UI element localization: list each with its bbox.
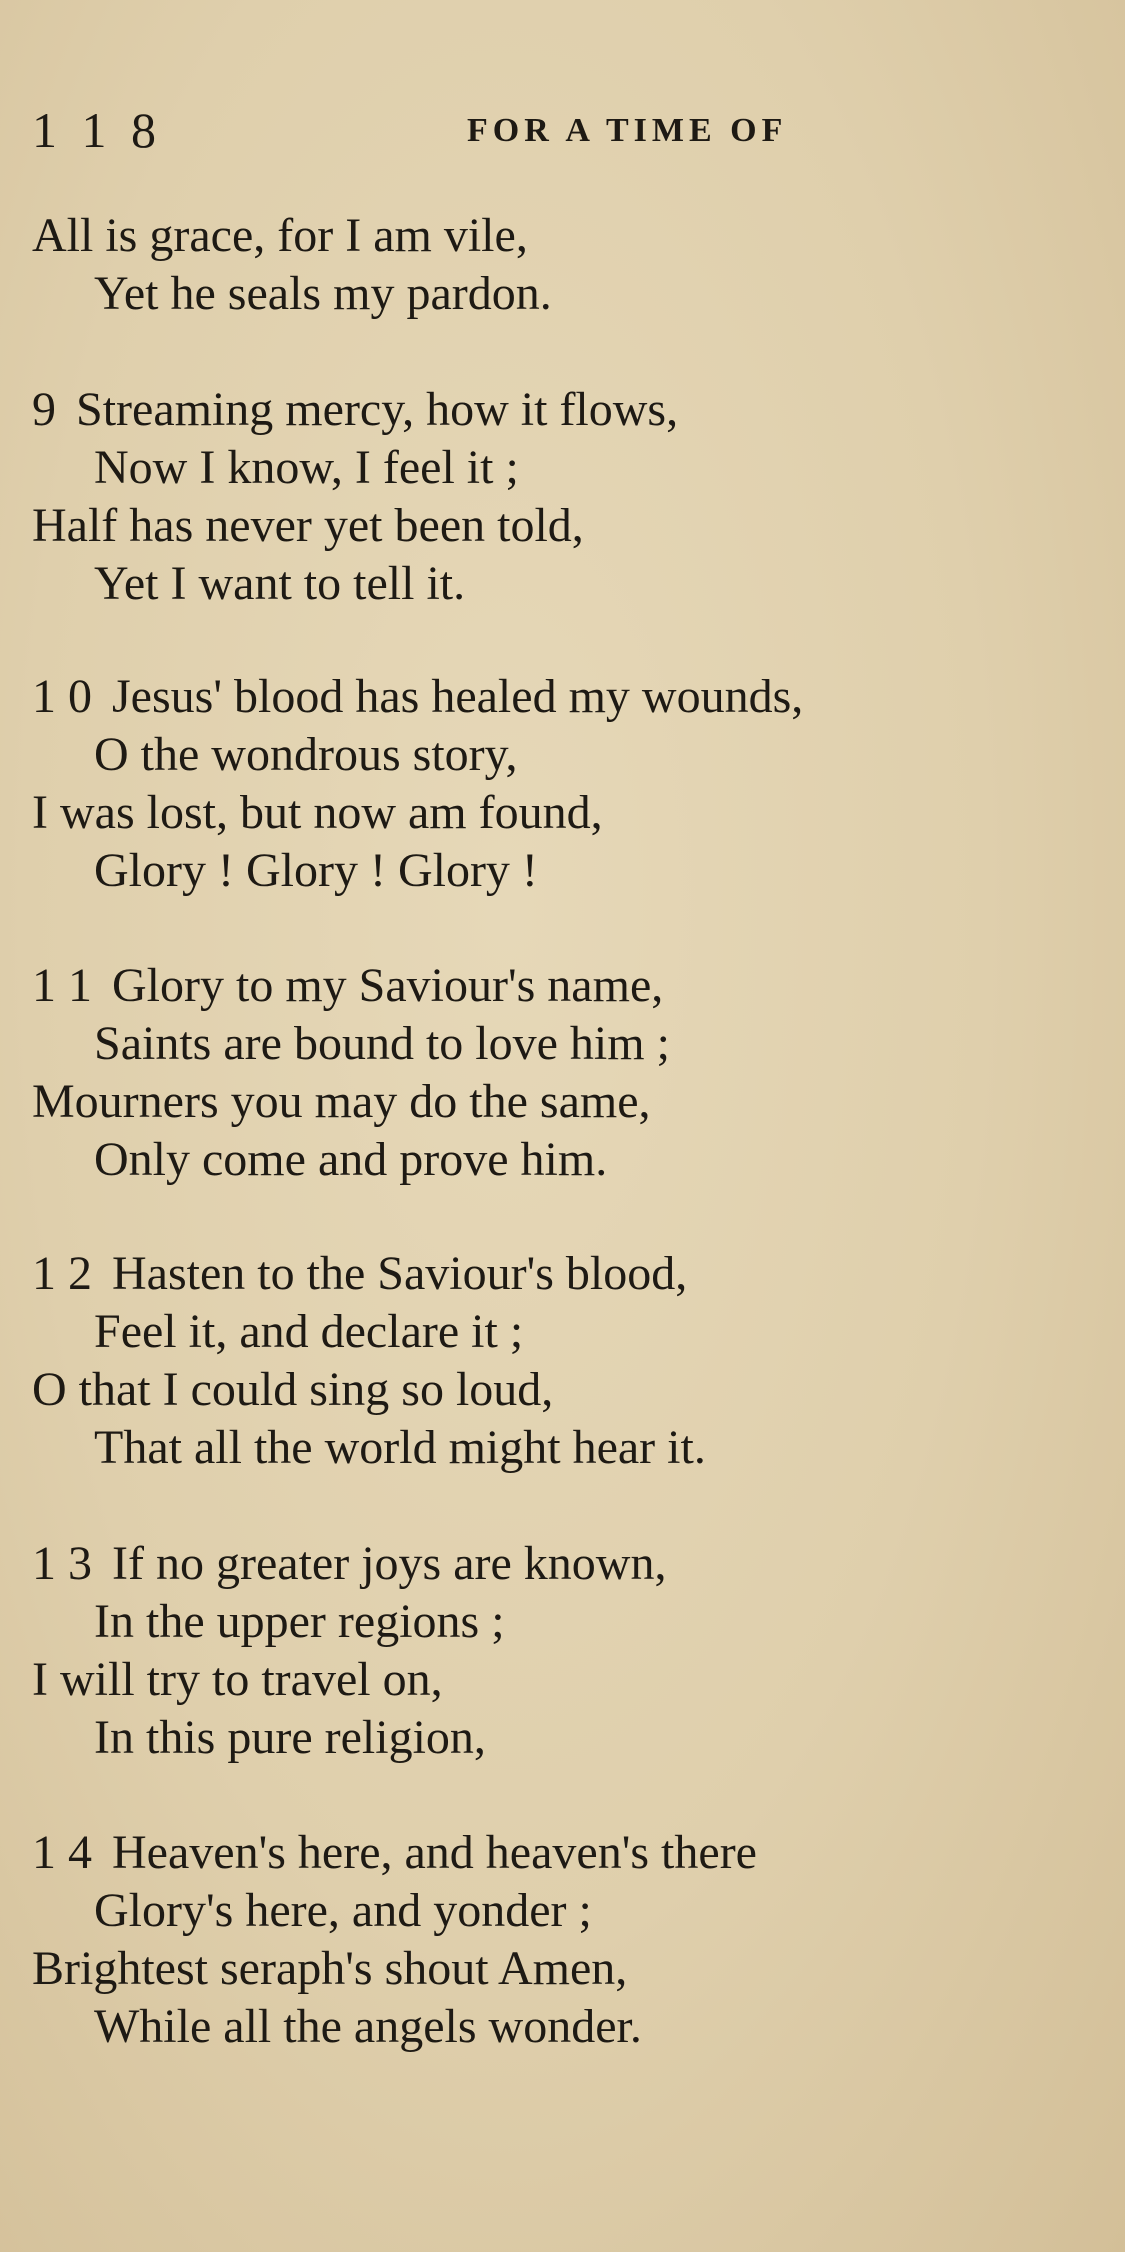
verse-line: Half has never yet been told, xyxy=(32,499,584,552)
verse-first-line xyxy=(32,1824,1102,1882)
verse-9 xyxy=(32,381,1102,613)
verse-line: In the upper regions ; xyxy=(94,1595,505,1648)
verse-line: All is grace, for I am vile, xyxy=(32,209,528,262)
verse-first-line xyxy=(32,957,1102,1015)
verse-line: Heaven's here, and heaven's there xyxy=(112,1826,757,1879)
verse-line: Only come and prove him. xyxy=(94,1133,608,1186)
verse-line: Glory to my Saviour's name, xyxy=(112,959,664,1012)
verse-line: I was lost, but now am found, xyxy=(32,786,603,839)
verse-line: While all the angels wonder. xyxy=(94,2000,642,2053)
verse-line: Brightest seraph's shout Amen, xyxy=(32,1942,628,1995)
verse-line: Streaming mercy, how it flows, xyxy=(76,383,679,436)
verse-line: O the wondrous story, xyxy=(94,728,518,781)
verse-13 xyxy=(32,1535,1102,1767)
verse-line: Yet he seals my pardon. xyxy=(94,267,552,320)
verse-line: That all the world might hear it. xyxy=(94,1421,706,1474)
verse-line: Yet I want to tell it. xyxy=(94,557,466,610)
verse-line: Jesus' blood has healed my wounds, xyxy=(112,670,804,723)
verse-number: 1 2 xyxy=(32,1247,92,1300)
verse-first-line xyxy=(32,668,1102,726)
verse-number: 1 1 xyxy=(32,959,92,1012)
verse-continuation xyxy=(32,207,1102,323)
page-header xyxy=(32,100,1092,160)
verse-11 xyxy=(32,957,1102,1189)
verse-line: If no greater joys are known, xyxy=(112,1537,667,1590)
verse-line: O that I could sing so loud, xyxy=(32,1363,554,1416)
verse-line: Saints are bound to love him ; xyxy=(94,1017,670,1070)
page-number: 1 1 8 xyxy=(32,102,162,158)
verse-line: Now I know, I feel it ; xyxy=(94,441,519,494)
verse-10 xyxy=(32,668,1102,900)
verse-14 xyxy=(32,1824,1102,2056)
verse-number: 9 xyxy=(32,383,56,436)
verse-line: Mourners you may do the same, xyxy=(32,1075,651,1128)
verse-line: Hasten to the Saviour's blood, xyxy=(112,1247,688,1300)
verse-first-line xyxy=(32,381,1102,439)
verse-number: 1 0 xyxy=(32,670,92,723)
verse-line: Feel it, and declare it ; xyxy=(94,1305,524,1358)
verse-line: Glory's here, and yonder ; xyxy=(94,1884,592,1937)
verse-line: Glory ! Glory ! Glory ! xyxy=(94,844,538,897)
verse-line: In this pure religion, xyxy=(94,1711,486,1764)
verse-number: 1 4 xyxy=(32,1826,92,1879)
verse-line: I will try to travel on, xyxy=(32,1653,443,1706)
verse-first-line xyxy=(32,1535,1102,1593)
verse-12 xyxy=(32,1245,1102,1477)
verse-number: 1 3 xyxy=(32,1537,92,1590)
verse-first-line xyxy=(32,1245,1102,1303)
running-head: FOR A TIME OF xyxy=(467,112,788,149)
